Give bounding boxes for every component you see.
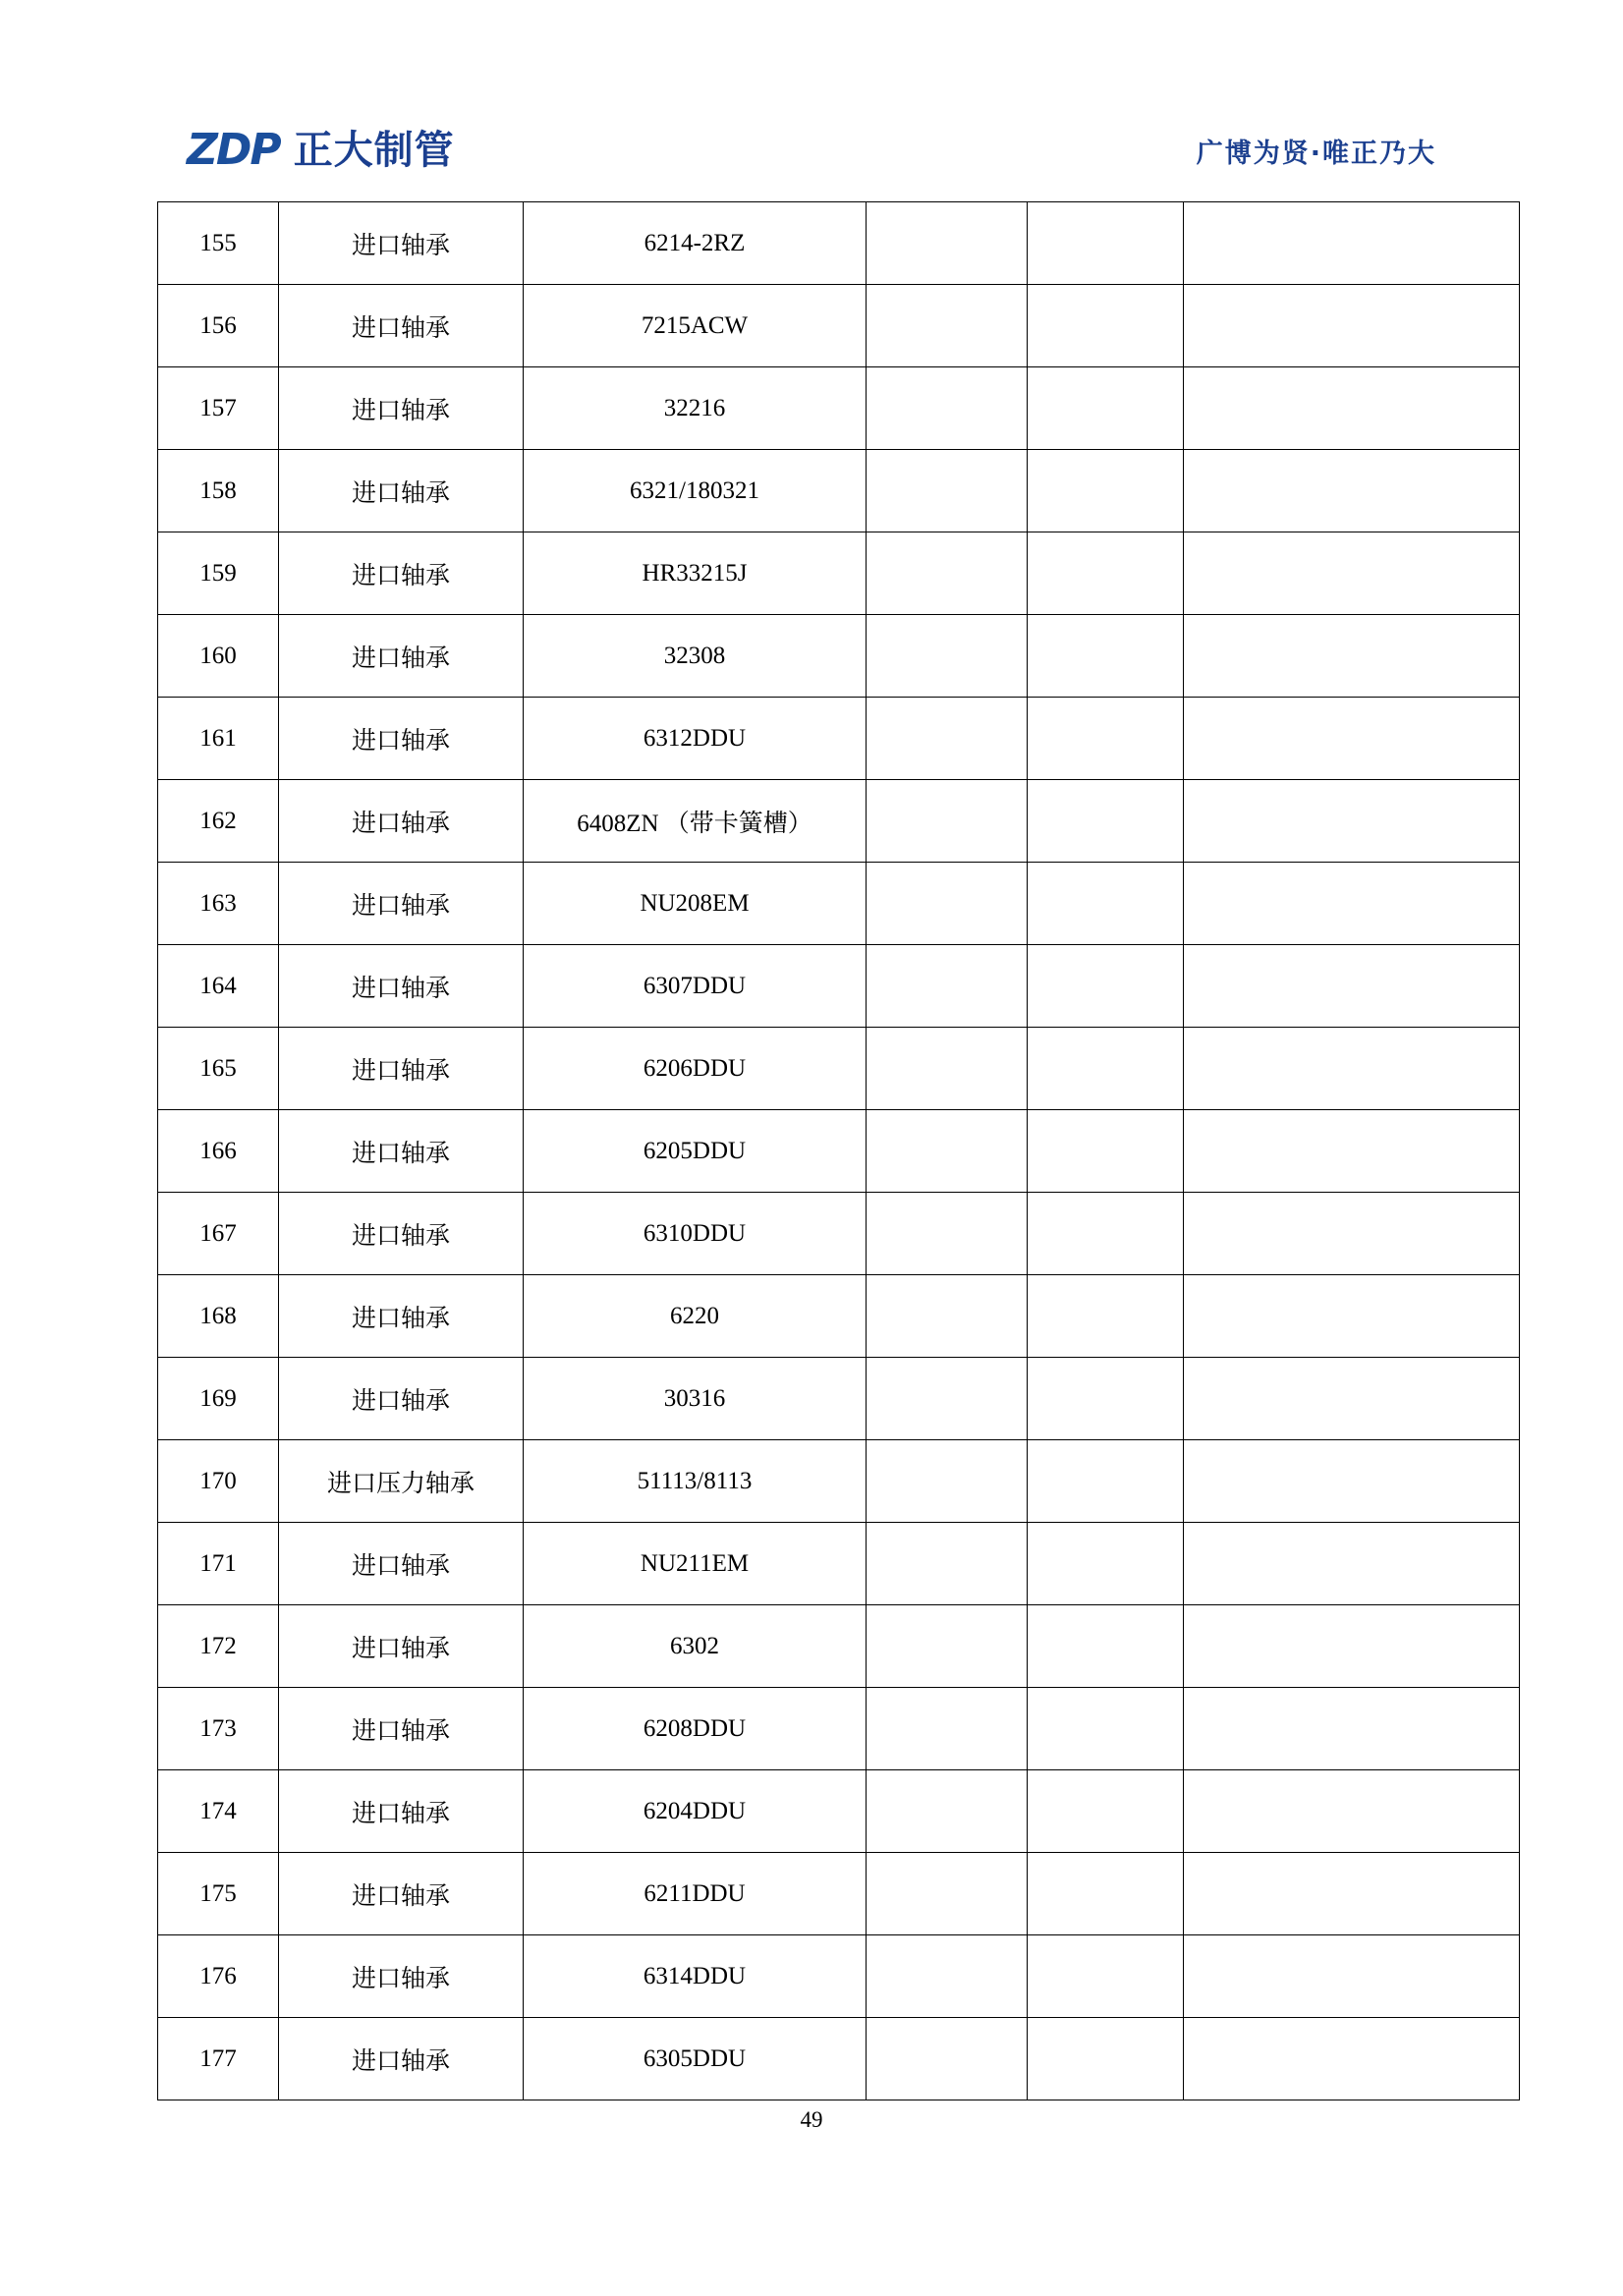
cell-no: 176 — [158, 1935, 279, 2018]
table-row — [158, 450, 1520, 532]
cell-model: 6314DDU — [524, 1935, 867, 2018]
cell-unit — [1028, 615, 1184, 698]
cell-qty — [867, 1275, 1028, 1358]
cell-remark — [1184, 1358, 1520, 1440]
cell-remark — [1184, 1935, 1520, 2018]
cell-unit — [1028, 1935, 1184, 2018]
cell-qty — [867, 1523, 1028, 1605]
cell-qty — [867, 780, 1028, 863]
cell-unit — [1028, 1110, 1184, 1193]
cell-model: 51113/8113 — [524, 1440, 867, 1523]
cell-no: 161 — [158, 698, 279, 780]
cell-qty — [867, 1770, 1028, 1853]
cell-remark — [1184, 1440, 1520, 1523]
table-row — [158, 1275, 1520, 1358]
cell-no: 170 — [158, 1440, 279, 1523]
cell-unit — [1028, 1688, 1184, 1770]
cell-remark — [1184, 1193, 1520, 1275]
cell-name: 进口轴承 — [279, 2018, 524, 2100]
cell-remark — [1184, 2018, 1520, 2100]
page-number: 49 — [800, 2107, 823, 2132]
cell-no: 168 — [158, 1275, 279, 1358]
cell-unit — [1028, 1358, 1184, 1440]
cell-model: 6305DDU — [524, 2018, 867, 2100]
cell-no: 166 — [158, 1110, 279, 1193]
cell-qty — [867, 615, 1028, 698]
cell-name: 进口轴承 — [279, 1110, 524, 1193]
cell-remark — [1184, 1028, 1520, 1110]
cell-name: 进口轴承 — [279, 780, 524, 863]
cell-no: 169 — [158, 1358, 279, 1440]
cell-unit — [1028, 1275, 1184, 1358]
table-row — [158, 1605, 1520, 1688]
cell-no: 163 — [158, 863, 279, 945]
table-row — [158, 1193, 1520, 1275]
table-row — [158, 615, 1520, 698]
cell-unit — [1028, 450, 1184, 532]
cell-name: 进口轴承 — [279, 1770, 524, 1853]
cell-remark — [1184, 780, 1520, 863]
cell-no: 160 — [158, 615, 279, 698]
cell-remark — [1184, 1853, 1520, 1935]
cell-model: NU211EM — [524, 1523, 867, 1605]
cell-model: 6302 — [524, 1605, 867, 1688]
cell-model: NU208EM — [524, 863, 867, 945]
cell-unit — [1028, 1853, 1184, 1935]
brand-block — [187, 125, 455, 175]
cell-unit — [1028, 945, 1184, 1028]
cell-remark — [1184, 202, 1520, 285]
cell-name: 进口轴承 — [279, 450, 524, 532]
cell-no: 155 — [158, 202, 279, 285]
cell-remark — [1184, 1110, 1520, 1193]
cell-name: 进口轴承 — [279, 698, 524, 780]
cell-name: 进口压力轴承 — [279, 1440, 524, 1523]
cell-qty — [867, 2018, 1028, 2100]
parts-table-container — [157, 201, 1466, 2100]
table-row — [158, 285, 1520, 367]
company-name: 正大制管 — [293, 128, 455, 173]
cell-name: 进口轴承 — [279, 1935, 524, 2018]
cell-no: 177 — [158, 2018, 279, 2100]
table-row — [158, 698, 1520, 780]
cell-unit — [1028, 1028, 1184, 1110]
cell-qty — [867, 1358, 1028, 1440]
zdp-logo: ZDP — [187, 125, 280, 175]
cell-model: 6205DDU — [524, 1110, 867, 1193]
cell-unit — [1028, 1523, 1184, 1605]
cell-name: 进口轴承 — [279, 1193, 524, 1275]
cell-name: 进口轴承 — [279, 202, 524, 285]
cell-remark — [1184, 450, 1520, 532]
cell-unit — [1028, 698, 1184, 780]
cell-remark — [1184, 1523, 1520, 1605]
cell-qty — [867, 1605, 1028, 1688]
cell-model: 6310DDU — [524, 1193, 867, 1275]
cell-qty — [867, 945, 1028, 1028]
cell-remark — [1184, 1275, 1520, 1358]
cell-model: 6321/180321 — [524, 450, 867, 532]
cell-qty — [867, 1028, 1028, 1110]
cell-unit — [1028, 367, 1184, 450]
cell-qty — [867, 863, 1028, 945]
table-row — [158, 780, 1520, 863]
cell-unit — [1028, 532, 1184, 615]
cell-model: 32308 — [524, 615, 867, 698]
company-slogan: 广博为贤·唯正乃大 — [1196, 138, 1436, 169]
cell-unit — [1028, 1770, 1184, 1853]
cell-remark — [1184, 945, 1520, 1028]
cell-model: HR33215J — [524, 532, 867, 615]
cell-name: 进口轴承 — [279, 1688, 524, 1770]
table-row — [158, 1028, 1520, 1110]
table-row — [158, 1523, 1520, 1605]
cell-name: 进口轴承 — [279, 615, 524, 698]
table-row — [158, 1358, 1520, 1440]
cell-no: 172 — [158, 1605, 279, 1688]
table-row — [158, 1688, 1520, 1770]
cell-remark — [1184, 367, 1520, 450]
cell-name: 进口轴承 — [279, 1028, 524, 1110]
cell-no: 173 — [158, 1688, 279, 1770]
table-row — [158, 2018, 1520, 2100]
cell-remark — [1184, 863, 1520, 945]
cell-unit — [1028, 2018, 1184, 2100]
table-row — [158, 1770, 1520, 1853]
cell-model: 32216 — [524, 367, 867, 450]
cell-no: 167 — [158, 1193, 279, 1275]
cell-unit — [1028, 780, 1184, 863]
table-row — [158, 1440, 1520, 1523]
cell-name: 进口轴承 — [279, 1275, 524, 1358]
table-row — [158, 945, 1520, 1028]
table-row — [158, 1110, 1520, 1193]
cell-no: 157 — [158, 367, 279, 450]
cell-no: 164 — [158, 945, 279, 1028]
cell-model: 6204DDU — [524, 1770, 867, 1853]
cell-qty — [867, 450, 1028, 532]
cell-model: 6206DDU — [524, 1028, 867, 1110]
cell-remark — [1184, 615, 1520, 698]
cell-no: 171 — [158, 1523, 279, 1605]
cell-qty — [867, 1193, 1028, 1275]
cell-unit — [1028, 863, 1184, 945]
cell-name: 进口轴承 — [279, 1853, 524, 1935]
cell-remark — [1184, 1605, 1520, 1688]
cell-name: 进口轴承 — [279, 532, 524, 615]
cell-name: 进口轴承 — [279, 285, 524, 367]
cell-model: 7215ACW — [524, 285, 867, 367]
cell-unit — [1028, 1440, 1184, 1523]
parts-table — [157, 201, 1520, 2100]
cell-qty — [867, 1853, 1028, 1935]
cell-no: 158 — [158, 450, 279, 532]
table-row — [158, 532, 1520, 615]
table-row — [158, 1853, 1520, 1935]
cell-model: 6211DDU — [524, 1853, 867, 1935]
cell-name: 进口轴承 — [279, 1605, 524, 1688]
cell-remark — [1184, 698, 1520, 780]
cell-name: 进口轴承 — [279, 1523, 524, 1605]
table-row — [158, 1935, 1520, 2018]
cell-unit — [1028, 285, 1184, 367]
cell-model: 30316 — [524, 1358, 867, 1440]
cell-name: 进口轴承 — [279, 367, 524, 450]
cell-no: 156 — [158, 285, 279, 367]
cell-qty — [867, 367, 1028, 450]
cell-no: 165 — [158, 1028, 279, 1110]
cell-name: 进口轴承 — [279, 863, 524, 945]
cell-remark — [1184, 532, 1520, 615]
cell-qty — [867, 1110, 1028, 1193]
cell-name: 进口轴承 — [279, 1358, 524, 1440]
cell-qty — [867, 698, 1028, 780]
parts-table-body — [158, 202, 1520, 2100]
cell-model: 6312DDU — [524, 698, 867, 780]
cell-no: 159 — [158, 532, 279, 615]
cell-remark — [1184, 1770, 1520, 1853]
page-header — [187, 116, 1436, 185]
cell-no: 174 — [158, 1770, 279, 1853]
cell-unit — [1028, 1605, 1184, 1688]
cell-remark — [1184, 285, 1520, 367]
cell-no: 162 — [158, 780, 279, 863]
table-row — [158, 202, 1520, 285]
cell-qty — [867, 1688, 1028, 1770]
cell-unit — [1028, 1193, 1184, 1275]
cell-model: 6214-2RZ — [524, 202, 867, 285]
cell-no: 175 — [158, 1853, 279, 1935]
cell-qty — [867, 202, 1028, 285]
cell-model: 6220 — [524, 1275, 867, 1358]
cell-model: 6307DDU — [524, 945, 867, 1028]
cell-model: 6208DDU — [524, 1688, 867, 1770]
cell-remark — [1184, 1688, 1520, 1770]
cell-qty — [867, 532, 1028, 615]
cell-qty — [867, 1440, 1028, 1523]
table-row — [158, 863, 1520, 945]
cell-qty — [867, 1935, 1028, 2018]
table-row — [158, 367, 1520, 450]
cell-qty — [867, 285, 1028, 367]
cell-unit — [1028, 202, 1184, 285]
cell-model: 6408ZN （带卡簧槽） — [524, 780, 867, 863]
cell-name: 进口轴承 — [279, 945, 524, 1028]
